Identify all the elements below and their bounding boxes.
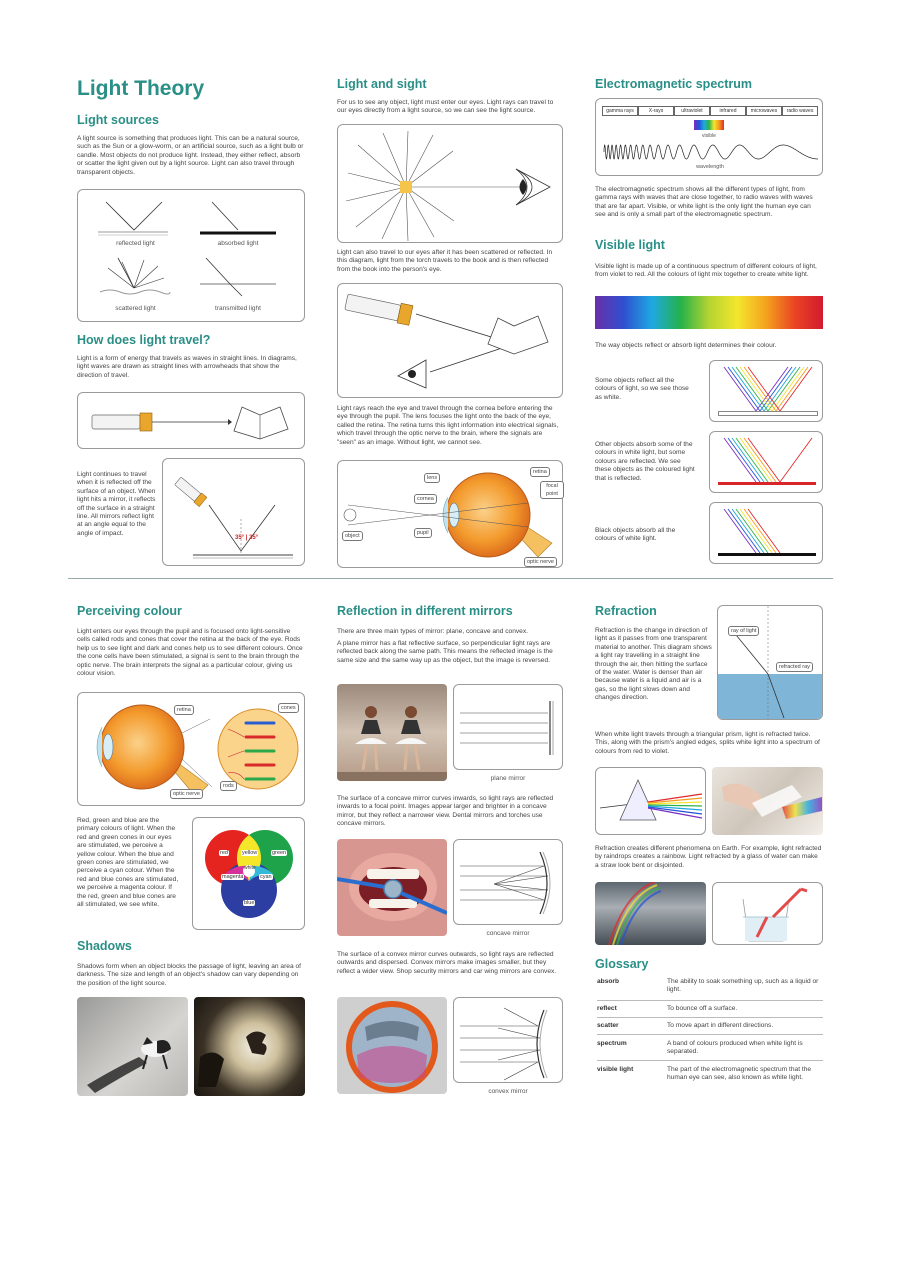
em-bands [602, 106, 818, 116]
venn-magenta: magenta [222, 874, 244, 880]
convex-mirror-diagram [453, 997, 563, 1083]
white-object-text: Some objects reflect all the colours of light, so we see those as white. [595, 377, 689, 401]
prism-photo-drawing [712, 767, 823, 835]
light-and-sight-heading: Light and sight [337, 77, 427, 91]
eye-anatomy-diagram [337, 460, 563, 568]
prism-photo [712, 767, 823, 835]
incident-ray [744, 509, 776, 553]
plane-mirror-text: A plane mirror has a flat reflective surface, so perpendicular light rays are reflected back along the same path. This means the reflected image is the same size and the same way up as the object, but the image is reversed. [337, 640, 553, 664]
incident-ray [732, 438, 764, 482]
em-spectrum-diagram [595, 98, 823, 176]
light-and-sight-text: For us to see any object, light must enter our eyes. Light rays can travel to our eyes directly from a light source, so we can see the light source. [337, 99, 554, 115]
concave-mirror-caption: concave mirror [486, 930, 530, 937]
light-types-diagram [77, 189, 305, 322]
transmitted-light-drawing [198, 256, 278, 296]
incident-ray [748, 367, 780, 411]
rainbow-drawing [595, 882, 706, 945]
visible-light-text: Visible light is made up of a continuous spectrum of different colours of light, from violet to red. All the colours of light mix together to create white light. [595, 263, 817, 279]
venn-green: green [272, 850, 287, 856]
caption-absorbed: absorbed light [217, 240, 259, 247]
label-cones: cones [278, 703, 299, 713]
hand-shadow-photo [194, 997, 305, 1096]
shadows-heading: Shadows [77, 939, 132, 953]
incident-ray [740, 438, 772, 482]
label-retina-2: retina [174, 705, 194, 715]
concave-mirror-diagram [453, 839, 563, 925]
band-gamma: gamma rays [602, 106, 638, 116]
glossary-term: spectrum [597, 1040, 627, 1047]
reflection-heading: Reflection in different mirrors [337, 604, 513, 618]
book-icon [230, 401, 292, 441]
incident-ray [724, 367, 756, 411]
light-sources-heading: Light sources [77, 113, 159, 127]
label-refracted-ray: refracted ray [776, 662, 813, 672]
glossary-definition: The part of the electromagnetic spectrum that the human eye can see, also known as white light. [667, 1066, 812, 1082]
torch-book-diagram [77, 392, 305, 449]
light-sources-text: A light source is something that produces light. This can be a natural source, such as the Sun or a glow-worm, or an artificial source, such as a light bulb or candle. Most objects do not produce light. Instead, they either reflect, absorb or scatter the light given out by a light source. Light can also travel through transparent objects. [77, 135, 304, 176]
label-pupil: pupil [414, 528, 432, 538]
label-optic-nerve-2: optic nerve [170, 789, 203, 799]
caption-scattered: scattered light [115, 305, 156, 312]
scattered-light-drawing [98, 256, 173, 296]
prism-diagram [595, 767, 706, 835]
reflected-ray [764, 367, 796, 411]
venn-red: red [220, 850, 228, 856]
label-retina: retina [530, 467, 550, 477]
section-divider [68, 578, 833, 579]
plane-mirror-caption: plane mirror [490, 775, 526, 782]
colour-venn-diagram [192, 817, 305, 930]
label-ray-of-light: ray of light [728, 626, 759, 636]
straw-glass-drawing [713, 883, 824, 946]
white-reflection-diagram [709, 360, 823, 422]
venn-white: white [244, 865, 256, 871]
convex-mirror-caption: convex mirror [488, 1088, 528, 1095]
torch-book-eye-diagram [337, 283, 563, 398]
glossary-row [597, 1005, 823, 1018]
incident-ray [736, 438, 768, 482]
water-refraction-diagram [717, 605, 823, 720]
primary-colours-text: Red, green and blue are the primary colours of light. When the red and green cones in our eyes are stimulated, we perceive a yellow colour. When the blue and green cones are stimulated, we perceive a cyan colour. When the red and blue cones are stimulated, we perceive a magenta colour. If the red, green and blue cones are all stimulated, we see white. [77, 817, 179, 909]
torch-book-eye-drawing [338, 284, 564, 399]
venn-yellow: yellow [242, 850, 258, 856]
band-microwaves: microwaves [746, 106, 782, 116]
eye-process-text: Light rays reach the eye and travel through the cornea before entering the eye through the pupil. The lens focuses the light onto the back of the eye, called the retina. The retina turns this light information into electrical signals, which travel through the optic nerve to the brain, where the signals are "seen" as an image. Without light, we cannot see. [337, 405, 559, 446]
coloured-reflection-diagram [709, 431, 823, 493]
black-object-text: Black objects absorb all the colours of white light. [595, 527, 676, 543]
reflected-ray [780, 367, 812, 411]
venn-blue: blue [244, 900, 255, 906]
band-infrared: infrared [710, 106, 746, 116]
glossary-row [597, 1066, 823, 1094]
black-absorption-diagram [709, 502, 823, 564]
white-surface [718, 411, 818, 416]
reflected-light-drawing [98, 198, 173, 238]
black-surface [718, 553, 816, 556]
glossary-heading: Glossary [595, 957, 649, 971]
convex-mirror-object [337, 997, 447, 1094]
venn-cyan: cyan [260, 874, 272, 880]
plane-mirror-diagram [453, 684, 563, 770]
perceiving-colour-heading: Perceiving colour [77, 604, 182, 618]
em-spectrum-text: The electromagnetic spectrum shows all the different types of light, from gamma rays with waves that are close together, to radio waves with waves that are far apart. Visible, or white light is the only light the human eye can see and is only a small part of the electromagnetic spectrum. [595, 186, 813, 219]
mirror-reflect-text: Light continues to travel when it is reflected off the surface of an object. When light hits a mirror, it reflects off the surface in a straight line. All mirrors reflect light at an angle equal to the angle of impact. [77, 471, 156, 537]
perceiving-colour-text: Light enters our eyes through the pupil and is focused onto light-sensitive cells called rods and cones that cover the retina at the back of the eye. Rods help us to see light and dark and cones help us to see different colours. Once the cone cells have been stimulated, a signal is sent to the brain through the optic nerve. The brain interprets the signal as a particular colour, giving us colour vision. [77, 628, 303, 678]
glossary-definition: A band of colours produced when white light is separated. [667, 1040, 803, 1056]
light-ray-line [152, 421, 232, 425]
incident-ray [736, 367, 768, 411]
incident-ray [744, 367, 776, 411]
glossary-definition: To bounce off a surface. [667, 1005, 738, 1012]
angle-label: 35° | 35° [235, 535, 259, 541]
visible-light-text2: The way objects reflect or absorb light determines their colour. [595, 342, 777, 349]
reflected-ray [768, 367, 800, 411]
label-focal-point: focal point [540, 481, 564, 499]
glossary-term: absorb [597, 978, 619, 985]
label-rods: rods [220, 781, 237, 791]
label-cornea: cornea [414, 494, 437, 504]
glossary-row [597, 978, 823, 1001]
mirror-reflection-drawing [163, 459, 306, 567]
refraction-heading: Refraction [595, 604, 657, 618]
incident-ray [732, 509, 764, 553]
red-surface [718, 482, 816, 485]
page-title: Light Theory [77, 77, 205, 100]
hand-silhouette [194, 997, 305, 1096]
cat-silhouette [77, 997, 188, 1096]
reflected-sight-text: Light can also travel to our eyes after it has been scattered or reflected. In this diagram, light from the torch travels to the book and is then reflected from the book into the person's eye. [337, 249, 553, 273]
band-xrays: X-rays [638, 106, 674, 116]
rods-cones-diagram [77, 692, 305, 806]
incident-ray [724, 438, 756, 482]
glossary-term: scatter [597, 1022, 619, 1029]
incident-ray [728, 367, 760, 411]
rgb-venn [193, 818, 306, 931]
eye-anatomy-drawing [338, 461, 564, 569]
mirror-angle-diagram [162, 458, 305, 566]
band-radio: radio waves [782, 106, 818, 116]
convex-mirror-rays [454, 998, 564, 1084]
caption-transmitted: transmitted light [215, 305, 261, 312]
glossary-definition: To move apart in different directions. [667, 1022, 774, 1029]
band-uv: ultraviolet [674, 106, 710, 116]
glossary-definition: The ability to soak something up, such as a liquid or light. [667, 978, 819, 994]
absorbed-light-drawing [198, 198, 278, 238]
caption-reflected: reflected light [116, 240, 155, 247]
dental-mirror-photo [337, 839, 447, 936]
reflected-ray [772, 367, 804, 411]
incident-ray [728, 509, 760, 553]
mouth [337, 839, 447, 936]
how-light-travels-heading: How does light travel? [77, 333, 211, 347]
cat-shadow-photo [77, 997, 188, 1096]
ballet-mirror-photo [337, 684, 447, 781]
incident-ray [732, 367, 764, 411]
incident-ray [724, 509, 756, 553]
incident-ray [728, 438, 760, 482]
rainbow-photo [595, 882, 706, 945]
incident-ray [748, 509, 780, 553]
label-optic-nerve: optic nerve [524, 557, 557, 567]
how-light-travels-text: Light is a form of energy that travels as waves in straight lines. In diagrams, light waves are drawn as straight lines with arrowheads that show the direction of travel. [77, 355, 297, 379]
light-source-eye-diagram [337, 124, 563, 243]
concave-mirror-text: The surface of a concave mirror curves inwards, so light rays are reflected inwards to a focal point. Images appear larger and brighter in a concave mirror, but they reflect a narrower view. Dental mirrors and torches use concave mirrors. [337, 795, 554, 828]
prism-text: When white light travels through a triangular prism, light is refracted twice. This, along with the prism's angled edges, splits white light into a spectrum of colours from red to violet. [595, 731, 820, 755]
straw-glass-diagram [712, 882, 823, 945]
glossary-term: reflect [597, 1005, 617, 1012]
visible-label: visible [702, 133, 716, 139]
visible-band [694, 120, 724, 130]
visible-light-heading: Visible light [595, 238, 665, 252]
em-spectrum-heading: Electromagnetic spectrum [595, 77, 752, 91]
shadows-text: Shadows form when an object blocks the passage of light, leaving an area of darkness. The size and length of an object's shadow can vary depending on the position of the light source. [77, 963, 301, 987]
wavelength-wave [604, 143, 818, 161]
reflected-ray [776, 367, 808, 411]
dancers [337, 684, 447, 781]
glossary-term: visible light [597, 1066, 634, 1073]
incident-ray [736, 509, 768, 553]
reflected-ray [756, 367, 788, 411]
wavelength-label: wavelength [696, 164, 724, 170]
glossary-row [597, 1022, 823, 1035]
visible-spectrum-bar [595, 296, 823, 329]
incident-ray [740, 367, 772, 411]
incident-ray [740, 509, 772, 553]
glossary-row [597, 1040, 823, 1061]
reflection-intro: There are three main types of mirror: plane, concave and convex. [337, 628, 528, 635]
plane-mirror-rays [454, 685, 564, 771]
reflected-ray [780, 438, 812, 482]
security-mirror-photo [337, 997, 447, 1094]
label-lens: lens [424, 473, 440, 483]
reflected-ray [760, 367, 792, 411]
convex-mirror-text: The surface of a convex mirror curves outwards, so light rays are reflected outwards and dispersed. Convex mirrors make images smaller, but they reflect a wider view. Shop security mirrors and car wing mirrors are convex. [337, 951, 557, 975]
phenomena-text: Refraction creates different phenomena on Earth. For example, light refracted by raindrops creates a rainbow. Light refracted by a glass of water can make a straw look bent or disjointed. [595, 845, 822, 869]
refraction-text: Refraction is the change in direction of light as it passes from one transparent material to another. This diagram shows a light ray travelling in a straight line through the air, then hitting the surface of the water. Water is denser than air because water is a liquid and air is a gas, so the light slows down and changes direction. [595, 627, 712, 702]
label-object: object [342, 531, 363, 541]
coloured-object-text: Other objects absorb some of the colours in white light, but some colours are reflected. We see these objects as the coloured light that is reflected. [595, 441, 695, 482]
radiating-light-drawing [338, 125, 564, 244]
incident-ray [744, 438, 776, 482]
incident-ray [748, 438, 780, 482]
concave-mirror-rays [454, 840, 564, 926]
prism-drawing [596, 768, 707, 836]
